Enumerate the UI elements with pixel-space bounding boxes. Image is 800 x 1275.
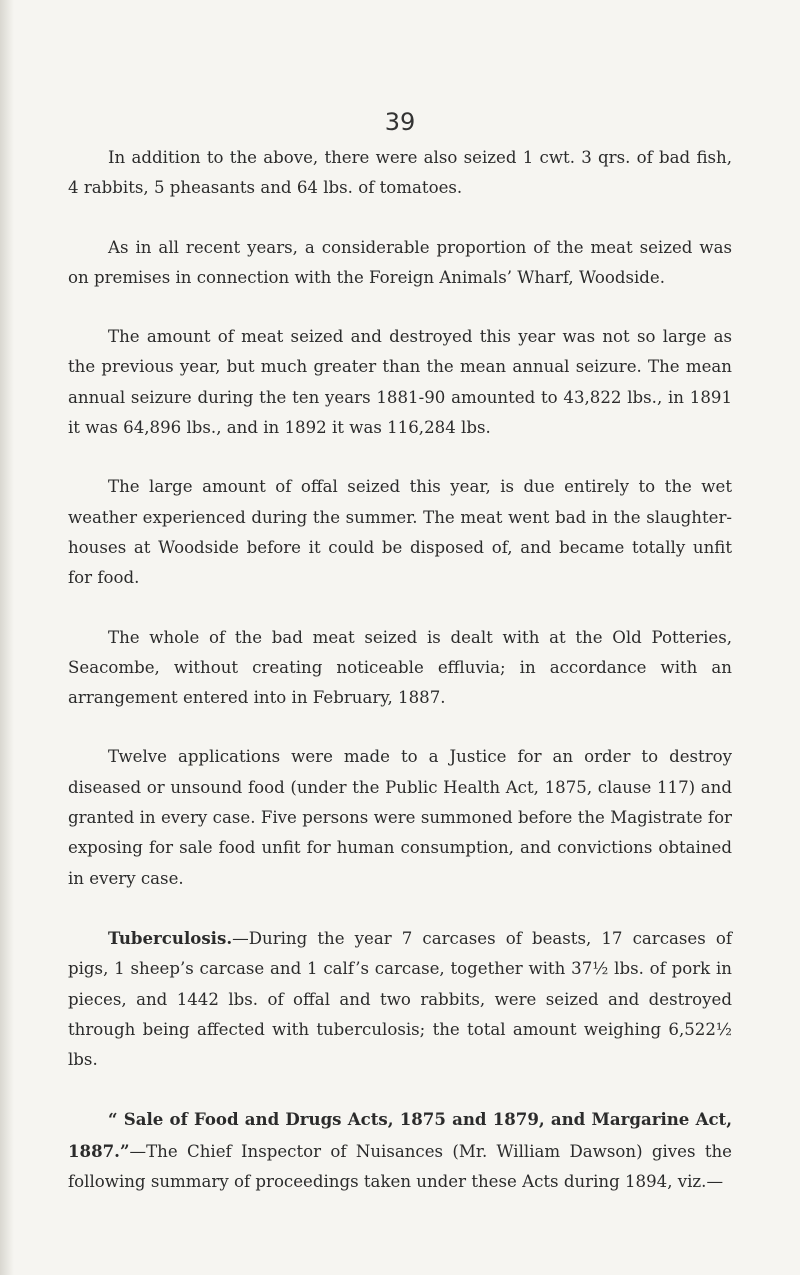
page-number: 39 (384, 108, 416, 136)
paragraph-sale-of-food-acts (68, 1104, 732, 1197)
paragraph-text: —The Chief Inspector of Nuisances (Mr. William Dawson) gives the following summary of proceedings taken under these Acts during 1894, viz.— (68, 1141, 732, 1192)
paragraph-foreign-animals-wharf (68, 233, 732, 294)
paragraph-lead: “ Sale of Food and Drugs Acts, 1875 and 1879, and Margarine Act, 1887.” (68, 1109, 732, 1161)
paragraph-text: Twelve applications were made to a Justice for an order to destroy diseased or unsound food (under the Public Health Act, 1875, clause 117) and granted in every case. Five persons were summoned before the Magistrate for exposing for sale food unfit for human consumption, and convictions obtained in every case. (68, 747, 732, 888)
paragraph-text: In addition to the above, there were also seized 1 cwt. 3 qrs. of bad fish, 4 rabbits, 5 pheasants and 64 lbs. of tomatoes. (68, 148, 732, 198)
paragraph-text: The large amount of offal seized this year, is due entirely to the wet weather experienced during the summer. The meat went bad in the slaughter-houses at Woodside before it could be disposed of, and became totally unfit for food. (68, 477, 732, 588)
page-edge-shadow (0, 0, 14, 1275)
paragraph-meat-seized-amount (68, 322, 732, 443)
paragraph-extra-seizures (68, 143, 732, 204)
paragraph-text: The amount of meat seized and destroyed this year was not so large as the previous year, but much greater than the mean annual seizure. The mean annual seizure during the ten years 1881-90 amounted to 43,822 lbs., in 1891 it was 64,896 lbs., and in 1892 it was 116,284 lbs. (68, 327, 732, 438)
paragraph-text: The whole of the bad meat seized is dealt with at the Old Potteries, Seacombe, without creating noticeable effluvia; in accordance with an arrangement entered into in February, 1887. (68, 627, 732, 708)
paragraph-text: —During the year 7 carcases of beasts, 17 carcases of pigs, 1 sheep’s carcase and 1 calf’s carcase, together with 37½ lbs. of pork in pieces, and 1442 lbs. of offal and two rabbits, were seized and destroyed through being affected with tuberculosis; the total amount weighing 6,522½ lbs. (68, 928, 732, 1070)
paragraph-text: As in all recent years, a considerable proportion of the meat seized was on premises in connection with the Foreign Animals’ Wharf, Woodside. (68, 237, 732, 287)
paragraph-offal-weather (68, 472, 732, 593)
paragraph-lead: Tuberculosis. (108, 927, 233, 948)
paragraph-tuberculosis (68, 923, 732, 1075)
paragraph-old-potteries (68, 623, 732, 714)
body-text (68, 143, 732, 1226)
paragraph-applications (68, 742, 732, 893)
